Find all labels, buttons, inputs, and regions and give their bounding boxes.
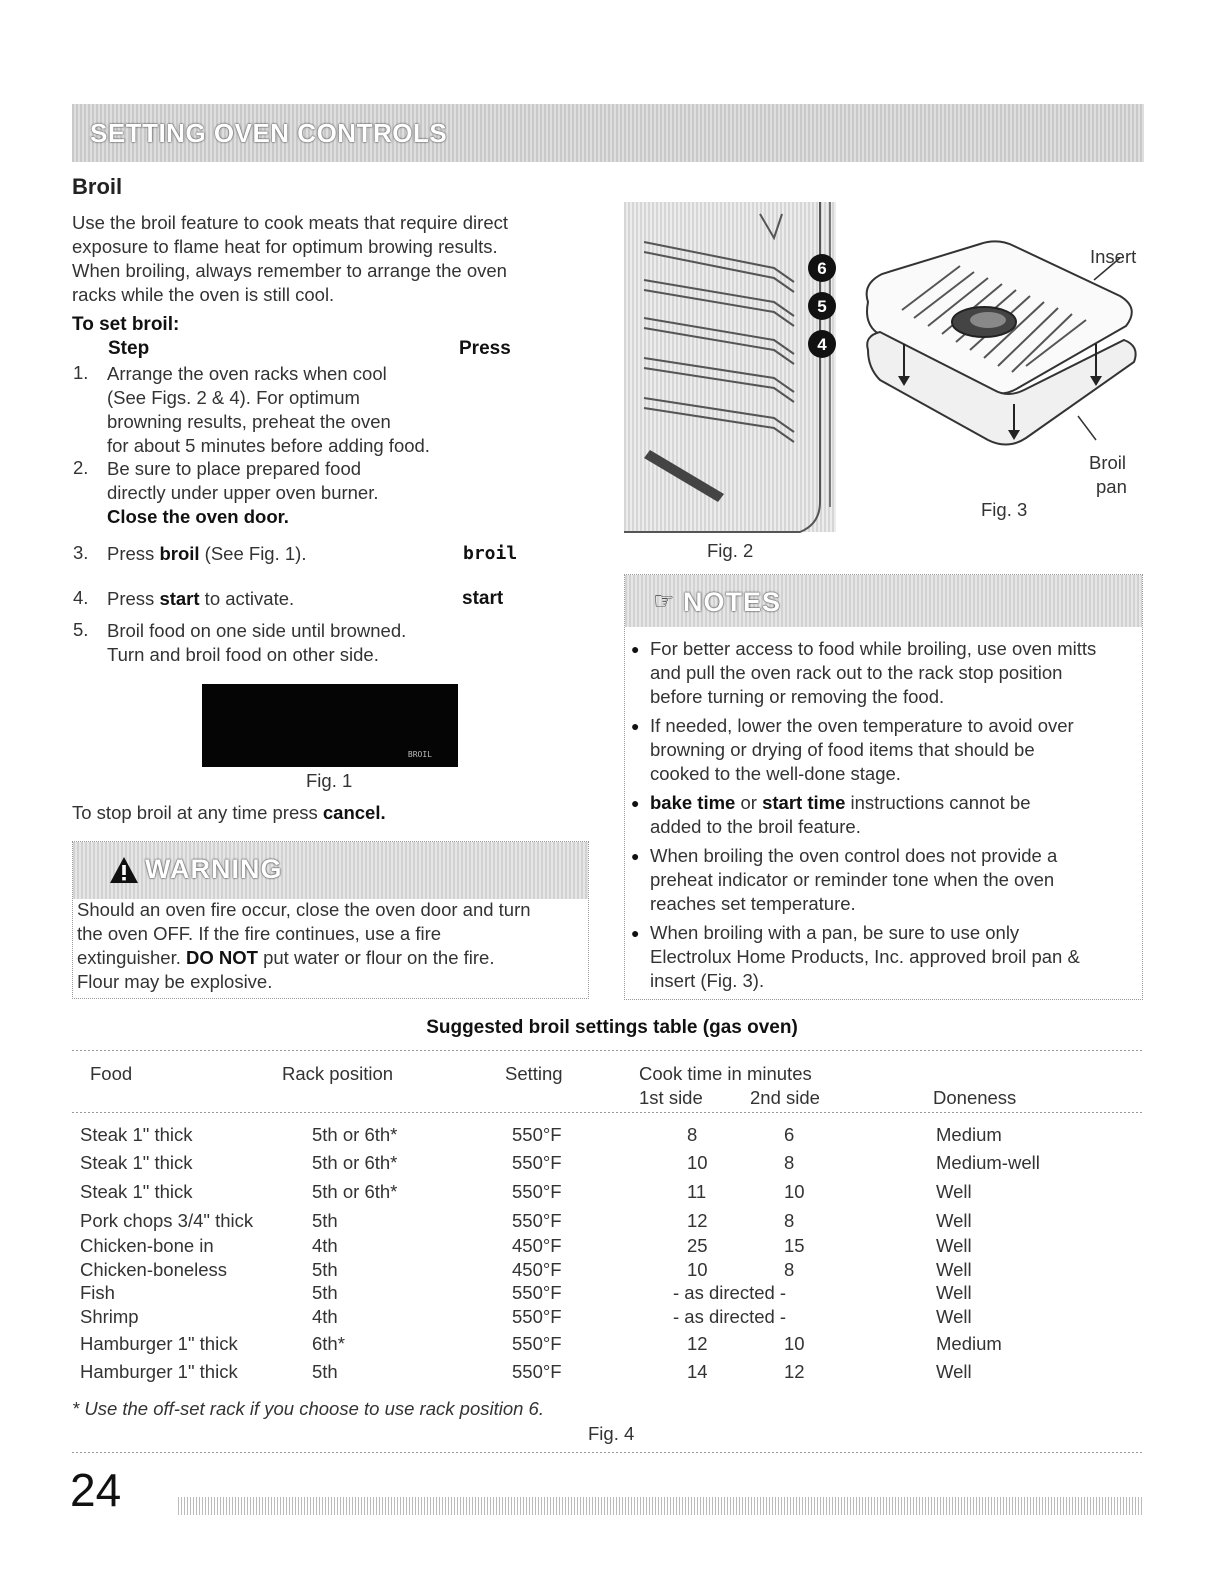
step-number: 1. [73,362,89,383]
table-row [0,1333,1224,1357]
oven-rack-illustration [624,202,842,534]
first-side-cell: 10 [687,1152,708,1173]
warning-header [73,842,588,899]
doneness-cell: Medium [936,1124,1002,1145]
setting-cell: 550°F [512,1282,562,1303]
broil-key: broil [463,543,518,564]
to-set-broil-heading: To set broil: [72,314,180,335]
first-side-cell: 25 [687,1235,708,1256]
table-footnote: * Use the off-set rack if you choose to use rack position 6. [72,1398,544,1419]
first-side-cell: 14 [687,1361,708,1382]
broil-pan-label-line2: pan [1096,476,1127,497]
second-side-cell: 8 [784,1152,795,1173]
step-2-text: Be sure to place prepared food directly under upper oven burner. Close the oven door. [107,458,379,527]
setting-header: Setting [505,1063,563,1084]
setting-cell: 550°F [512,1333,562,1354]
bullet-icon: ● [631,795,640,811]
fig4-caption: Fig. 4 [588,1423,635,1444]
setting-cell: 550°F [512,1210,562,1231]
table-title: Suggested broil settings table (gas oven) [426,1017,798,1038]
warning-text: Should an oven fire occur, close the oven door and turn the oven OFF. If the fire continues, use a fire extinguisher. DO NOT put water or flour on the fire. Flour may be explosive. [77,899,531,992]
rack-header: Rack position [282,1063,394,1084]
doneness-header: Doneness [933,1087,1017,1108]
second-side-cell: 15 [784,1235,805,1256]
section-title: SETTING OVEN CONTROLS [90,118,448,148]
food-cell: Steak 1" thick [80,1152,193,1173]
cook-time-header: Cook time in minutes [639,1063,812,1084]
step-number: 3. [73,542,89,563]
second-side-cell: 12 [784,1361,805,1382]
table-row [0,1210,1224,1234]
doneness-cell: Medium-well [936,1152,1040,1173]
table-row [0,1361,1224,1385]
table-row [0,1235,1224,1259]
note-item: ● When broiling with a pan, be sure to use only Electrolux Home Products, Inc. approved broil pan & insert (Fig. 3). [631,922,1080,991]
rack-cell: 5th [312,1210,338,1231]
notes-box [624,574,1143,1000]
table-row [0,1282,1224,1306]
first-side-cell: 10 [687,1259,708,1280]
food-cell: Shrimp [80,1306,139,1327]
doneness-cell: Well [936,1259,972,1280]
food-cell: Pork chops 3/4" thick [80,1210,254,1231]
notes-header [625,575,1142,627]
bullet-icon: ● [631,718,640,734]
rack-cell: 5th [312,1361,338,1382]
food-header: Food [90,1063,133,1084]
notes-title: NOTES [683,587,782,617]
page-number: 24 [70,1464,122,1516]
second-side-cell: 10 [784,1333,805,1354]
broil-heading: Broil [72,174,123,199]
note-item: ● When broiling the oven control does not provide a preheat indicator or reminder tone when the oven reaches set temperature. [631,845,1058,914]
broil-pan-label-line1: Broil [1089,452,1127,473]
step-column-header: Step [108,338,150,359]
doneness-cell: Well [936,1235,972,1256]
first-side-cell: 12 [687,1210,708,1231]
step-3-text: Press broil (See Fig. 1). [107,543,307,564]
doneness-cell: Medium [936,1333,1002,1354]
food-cell: Hamburger 1" thick [80,1361,238,1382]
table-row [0,1259,1224,1283]
second-side-cell: 8 [784,1259,795,1280]
rack-cell: 5th or 6th* [312,1124,398,1145]
bullet-icon: ● [631,848,640,864]
setting-cell: 550°F [512,1181,562,1202]
second-side-cell: 6 [784,1124,795,1145]
fig2-caption: Fig. 2 [707,540,754,561]
bullet-icon: ● [631,641,640,657]
note-item: ● bake time or start time instructions cannot be added to the broil feature. [631,792,1031,837]
warning-box [72,841,589,999]
press-column-header: Press [459,338,511,359]
header-rule [72,1112,1144,1113]
table-row [0,1124,1224,1148]
setting-cell: 550°F [512,1152,562,1173]
rack-cell: 5th or 6th* [312,1152,398,1173]
rack-cell: 4th [312,1235,338,1256]
second-side-header: 2nd side [750,1087,820,1108]
rack-cell: 4th [312,1306,338,1327]
insert-label: Insert [1090,246,1137,267]
step-number: 4. [73,587,89,608]
note-item: ● For better access to food while broiling, use oven mitts and pull the oven rack out to the rack stop position before turning or removing the food. [631,638,1097,707]
table-row [0,1152,1224,1176]
footer-bar [178,1497,1144,1515]
rack-position-4-label: 4 [817,335,827,354]
cook-time-cell: - as directed - [673,1282,787,1303]
section-banner [72,104,1144,162]
table-row [0,1181,1224,1205]
food-cell: Steak 1" thick [80,1181,193,1202]
warning-title: WARNING [145,854,283,884]
second-side-cell: 10 [784,1181,805,1202]
step-5-text: Broil food on one side until browned. Turn and broil food on other side. [107,620,407,665]
display-broil-label: BROIL [407,750,432,759]
rack-position-5-label: 5 [817,297,827,316]
second-side-cell: 8 [784,1210,795,1231]
stop-broil-text: To stop broil at any time press cancel. [72,802,386,823]
bullet-icon: ● [631,925,640,941]
table-row [0,1306,1224,1330]
warning-triangle-icon [109,856,139,884]
first-side-cell: 8 [687,1124,698,1145]
doneness-cell: Well [936,1361,972,1382]
broil-intro: Use the broil feature to cook meats that require direct exposure to flame heat for optimum browing results. When broiling, always remember to arrange the oven racks while the oven is still cool. [72,212,508,305]
doneness-cell: Well [936,1181,972,1202]
food-cell: Chicken-bone in [80,1235,214,1256]
setting-cell: 550°F [512,1361,562,1382]
first-side-cell: 11 [687,1181,707,1202]
rack-position-6-label: 6 [817,259,827,278]
doneness-cell: Well [936,1210,972,1231]
table-top-rule [72,1050,1144,1051]
food-cell: Hamburger 1" thick [80,1333,238,1354]
start-key: start [462,588,504,609]
food-cell: Steak 1" thick [80,1124,193,1145]
step-4-text: Press start to activate. [107,588,295,609]
first-side-header: 1st side [639,1087,703,1108]
setting-cell: 550°F [512,1124,562,1145]
food-cell: Fish [80,1282,115,1303]
doneness-cell: Well [936,1282,972,1303]
note-item: ● If needed, lower the oven temperature to avoid over browning or drying of food items that should be cooked to the well-done stage. [631,715,1074,784]
step-1-text: Arrange the oven racks when cool (See Figs. 2 & 4). For optimum browning results, preheat the oven for about 5 minutes before adding food. [107,363,430,456]
fig3-caption: Fig. 3 [981,499,1028,520]
setting-cell: 450°F [512,1259,562,1280]
pointing-hand-icon: ☞ [653,588,675,615]
setting-cell: 450°F [512,1235,562,1256]
rack-cell: 6th* [312,1333,345,1354]
setting-cell: 550°F [512,1306,562,1327]
rack-cell: 5th [312,1259,338,1280]
table-bottom-rule [72,1452,1144,1453]
fig1-caption: Fig. 1 [306,770,353,791]
rack-cell: 5th or 6th* [312,1181,398,1202]
doneness-cell: Well [936,1306,972,1327]
control-display [202,684,458,767]
food-cell: Chicken-boneless [80,1259,228,1280]
step-number: 2. [73,457,89,478]
cook-time-cell: - as directed - [673,1306,787,1327]
step-number: 5. [73,619,89,640]
rack-cell: 5th [312,1282,338,1303]
first-side-cell: 12 [687,1333,708,1354]
